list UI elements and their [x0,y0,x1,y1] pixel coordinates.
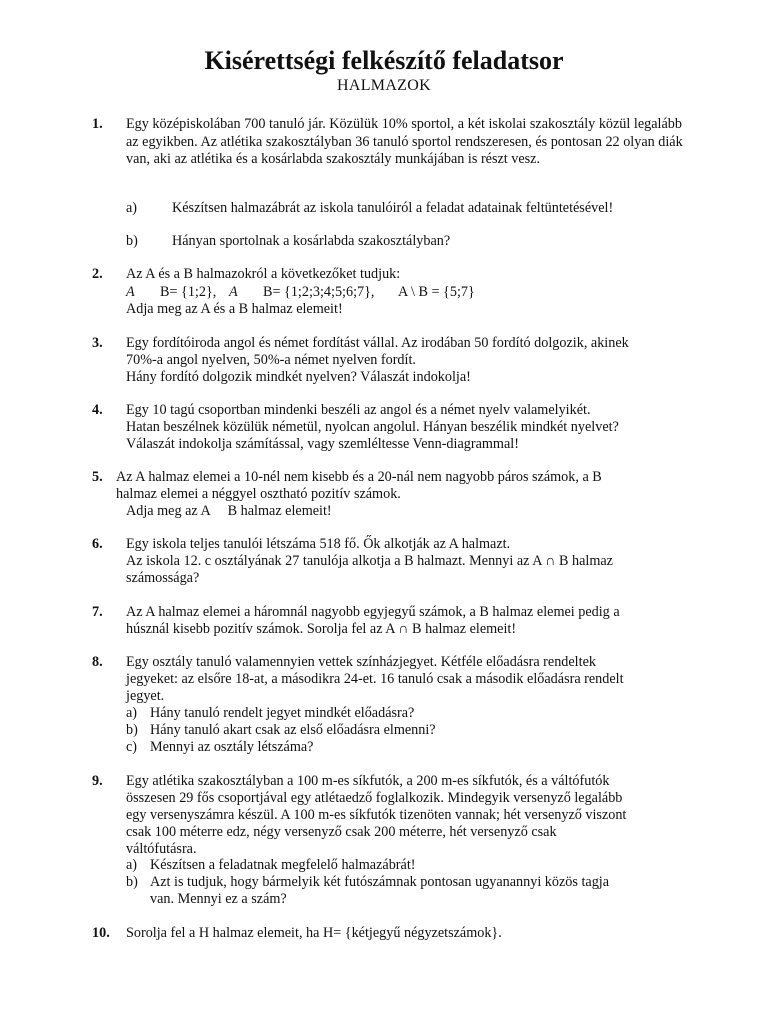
problem-number: 5. [92,469,103,485]
problem-number: 1. [92,116,103,132]
problem-text-line: halmaz elemei a néggyel osztható pozitív számok. [116,486,401,502]
problem-text-line: csak 100 méterre edz, négy versenyző csak 200 méterre, hét versenyző csak [126,824,557,840]
problem-text-line: összesen 29 fős csoportjával egy atlétaedző foglalkozik. Mindegyik versenyző legalább [126,790,623,806]
problem-text-line: Egy fordítóiroda angol és német fordítást vállal. Az irodában 50 fordító dolgozik, akinek [126,335,629,351]
set-symbol: A [229,284,238,300]
problem-text-line: váltófutásra. [126,841,197,857]
subitem-label: b) [126,233,138,249]
problem-text-line: Egy atlétika szakosztályban a 100 m-es síkfutók, a 200 m-es síkfutók, és a váltófutók [126,773,610,789]
subitem-label: a) [126,705,138,721]
subitem-text: Hány tanuló rendelt jegyet mindkét előadásra? [150,705,415,721]
problem-text-line: Válaszát indokolja számítással, vagy szemléltesse Venn-diagrammal! [126,436,519,452]
set-symbol: A [126,284,135,300]
problem-number: 8. [92,654,103,670]
problem-text-line: jegyeket: az elsőre 18-at, a másodikra 24-et. 16 tanuló csak a második előadásra rendelt [126,671,624,687]
subitem-text: Hányan sportolnak a kosárlabda szakosztályban? [172,233,451,249]
page-subtitle: HALMAZOK [337,77,431,94]
subitem-label: b) [126,874,138,890]
problem-text-line: Egy 10 tagú csoportban mindenki beszéli az angol és a német nyelv valamelyikét. [126,402,591,418]
problem-text: Egy középiskolában 700 tanuló jár. Közülük 10% sportol, a két iskolai szakosztály közül legalább az egyikben. Az atlétika szakosztályban 36 tanuló sportol rendszeresen, és pontosan 22 olyan diák van, aki az atlétika és a kosárlabda szakosztály munkájában is részt vesz. [126,116,683,167]
subitem-text: Mennyi az osztály létszáma? [150,739,314,755]
set-expression: A \ B = {5;7} [398,284,475,300]
problem-text-line: Adja meg az A B halmaz elemeit! [126,503,332,519]
problem-text-line: jegyet. [126,688,165,704]
problem-text-line: számossága? [126,570,200,586]
subitem-text: Hány tanuló akart csak az első előadásra elmenni? [150,722,436,738]
problem-text-line: Hatan beszélnek közülük németül, nyolcan angolul. Hányan beszélik mindkét nyelvet? [126,419,619,435]
problem-text-line: húsznál kisebb pozitív számok. Sorolja fel az A ∩ B halmaz elemeit! [126,621,517,637]
set-expression: B= {1;2;3;4;5;6;7}, [263,284,375,300]
problem-text-line: Az A halmaz elemei a 10-nél nem kisebb és a 20-nál nem nagyobb páros számok, a B [116,469,602,485]
problem-text-line: Az A és a B halmazokról a következőket tudjuk: [126,266,401,282]
subitem-label: c) [126,739,138,755]
problem-text-line: Adja meg az A és a B halmaz elemeit! [126,301,343,317]
problem-text-line: 70%-a angol nyelven, 50%-a német nyelven fordít. [126,352,416,368]
problem-number: 9. [92,773,103,789]
set-expression: B= {1;2}, [160,284,217,300]
problem-text-line: Egy osztály tanuló valamennyien vettek színházjegyet. Kétféle előadásra rendeltek [126,654,596,670]
problem-number: 6. [92,536,103,552]
problem-number: 3. [92,335,103,351]
subitem-label: a) [126,857,138,873]
problem-number: 7. [92,604,103,620]
problem-number: 4. [92,402,103,418]
problem-text-line: egy versenyszámra készül. A 100 m-es síkfutók tizenöten vannak; hét versenyző viszont [126,807,627,823]
problem-text-line: Az iskola 12. c osztályának 27 tanulója alkotja a B halmazt. Mennyi az A ∩ B halmaz [126,553,613,569]
problem-text-line: Hány fordító dolgozik mindkét nyelven? Válaszát indokolja! [126,369,471,385]
subitem-label: b) [126,722,138,738]
subitem-text: Azt is tudjuk, hogy bármelyik két futószámnak pontosan ugyanannyi közös tagja [150,874,610,890]
problem-text-line: Az A halmaz elemei a háromnál nagyobb egyjegyű számok, a B halmaz elemei pedig a [126,604,620,620]
subitem-text: Készítsen halmazábrát az iskola tanulóiról a feladat adatainak feltüntetésével! [172,200,614,216]
subitem-text: Készítsen a feladatnak megfelelő halmazábrát! [150,857,416,873]
problem-number: 10. [92,925,110,941]
page-title: Kisérettségi felkészítő feladatsor [204,46,564,75]
subitem-label: a) [126,200,138,216]
problem-text-line: Sorolja fel a H halmaz elemeit, ha H= {kétjegyű négyzetszámok}. [126,925,502,941]
problem-number: 2. [92,266,103,282]
subitem-text: van. Mennyi ez a szám? [150,891,287,907]
problem-text-line: Egy iskola teljes tanulói létszáma 518 fő. Ők alkotják az A halmazt. [126,536,511,552]
